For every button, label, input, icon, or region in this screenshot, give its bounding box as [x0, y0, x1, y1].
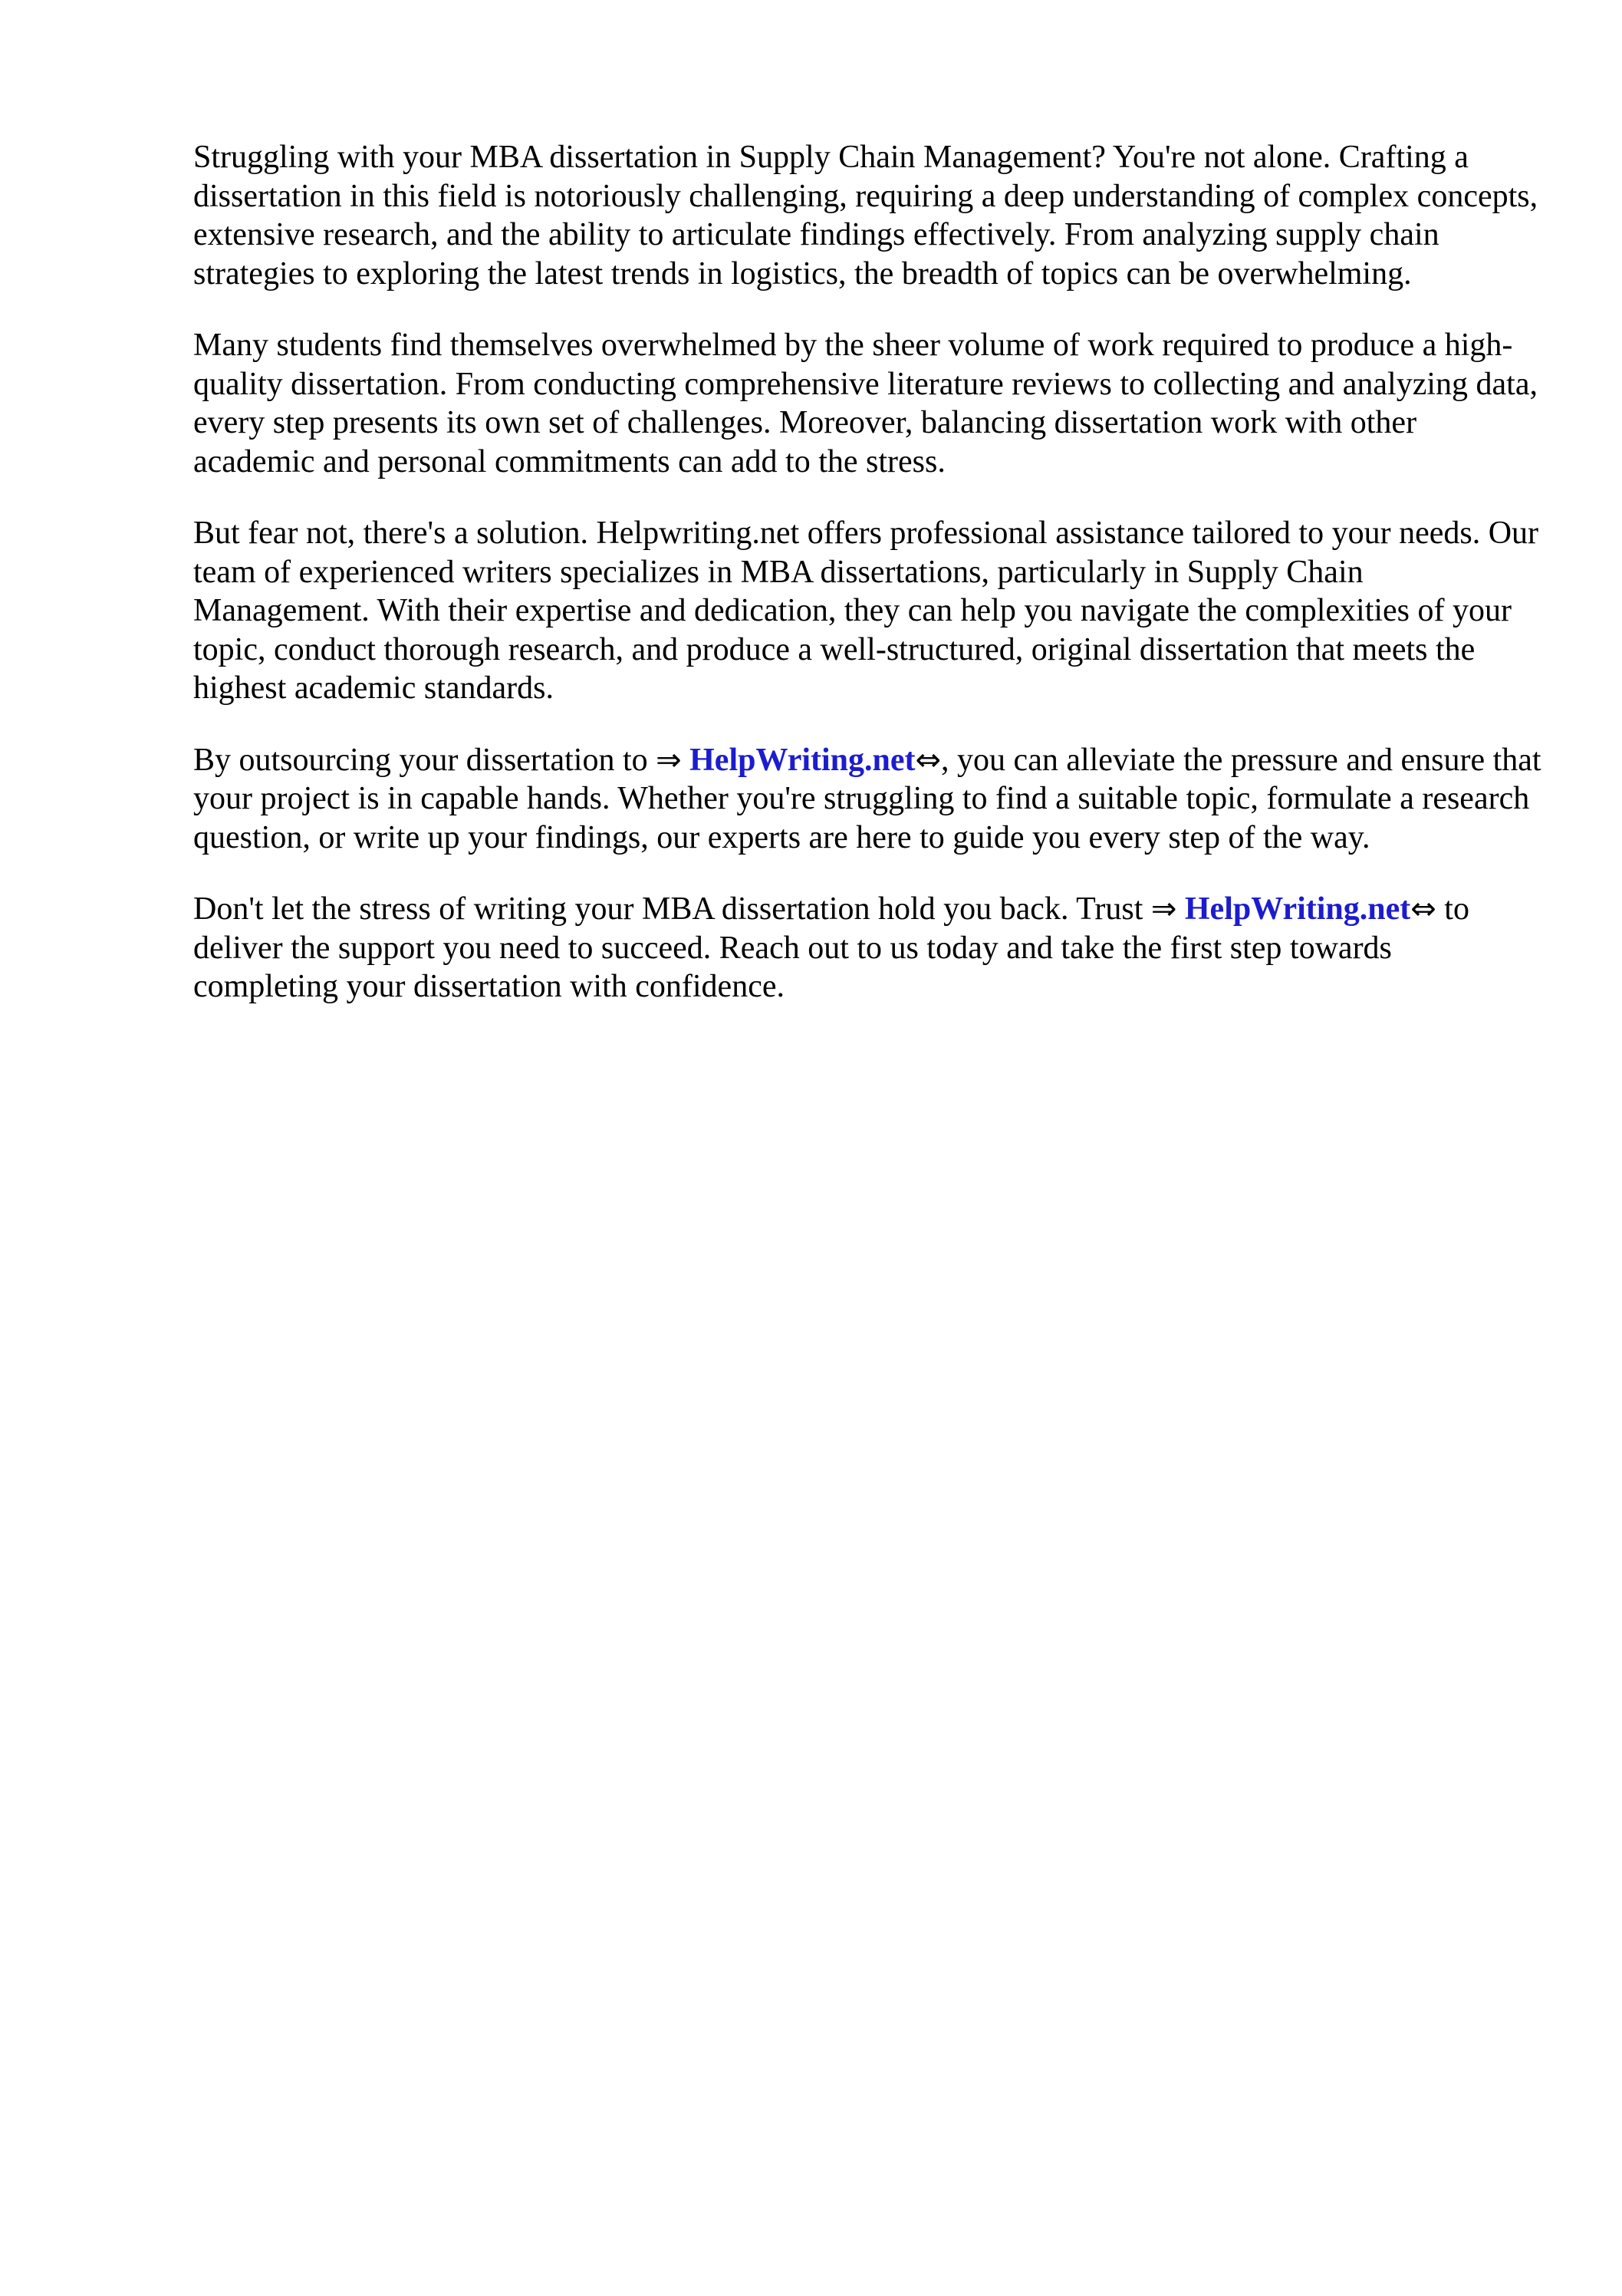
- helpwriting-link-group: [1151, 891, 1436, 927]
- helpwriting-link[interactable]: HelpWriting.net: [1184, 891, 1411, 927]
- paragraph-outsourcing: [193, 741, 1543, 858]
- document-body: [193, 138, 1543, 1039]
- paragraph-closing: [193, 890, 1543, 1006]
- paragraph-closing-text-before: Don't let the stress of writing your MBA dissertation hold you back. Trust: [193, 891, 1151, 927]
- paragraph-closing-text-after: to deliver the support you need to succeed. Reach out to us today and take the first step towards completing your dissertation with confidence.: [193, 891, 1469, 1004]
- paragraph-outsourcing-text-before: By outsourcing your dissertation to: [193, 742, 656, 778]
- right-double-arrow-icon: ⇒: [656, 742, 682, 778]
- left-right-double-arrow-icon: ⇔: [915, 742, 942, 778]
- paragraph-outsourcing-text-after: , you can alleviate the pressure and ensure that your project is in capable hands. Whether you're struggling to find a suitable topic, formulate a research question, or write up your findings, our experts are here to guide you every step of the way.: [193, 742, 1541, 855]
- helpwriting-link[interactable]: HelpWriting.net: [689, 742, 916, 778]
- paragraph-intro: Struggling with your MBA dissertation in Supply Chain Management? You're not alone. Crafting a dissertation in this field is notoriously challenging, requiring a deep understanding of complex concepts, extensive research, and the ability to articulate findings effectively. From analyzing supply chain strategies to exploring the latest trends in logistics, the breadth of topics can be overwhelming.: [193, 140, 1538, 292]
- right-double-arrow-icon: ⇒: [1150, 891, 1177, 927]
- helpwriting-link-group: [656, 743, 941, 778]
- paragraph-solution: But fear not, there's a solution. Helpwriting.net offers professional assistance tailored to your needs. Our team of experienced writers specializes in MBA dissertations, particularly in Supply Chain Management. With their expertise and dedication, they can help you navigate the complexities of your topic, conduct thorough research, and produce a well-structured, original dissertation that meets the highest academic standards.: [193, 516, 1539, 706]
- left-right-double-arrow-icon: ⇔: [1410, 891, 1436, 927]
- paragraph-challenges: Many students find themselves overwhelmed by the sheer volume of work required to produce a high-quality dissertation. From conducting comprehensive literature reviews to collecting and analyzing data, every step presents its own set of challenges. Moreover, balancing dissertation work with other academic and personal commitments can add to the stress.: [193, 328, 1538, 479]
